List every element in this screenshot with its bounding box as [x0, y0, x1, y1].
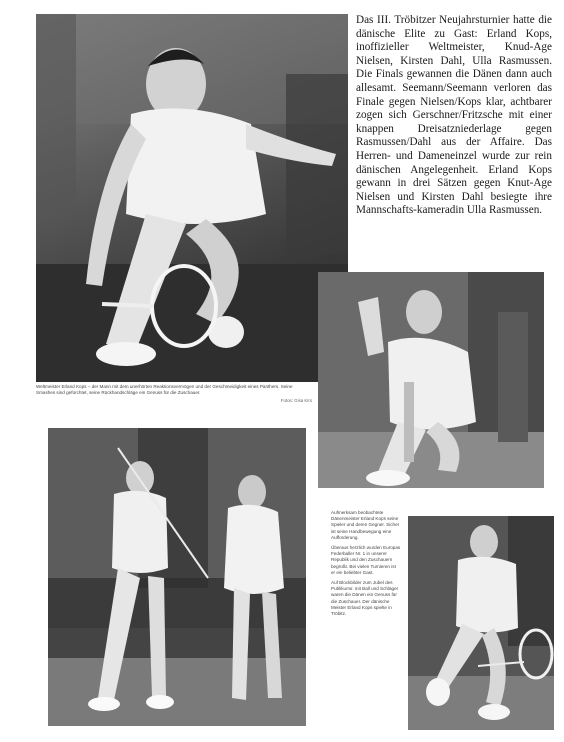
- crouching-player-illustration: [408, 516, 554, 730]
- side-captions: [331, 510, 401, 621]
- article-body: Das III. Tröbitzer Neujahrsturnier hatte die dänische Elite zu Gast: Erland Kops, inoffizieller Weltmeister, Knud-Age Nielsen, Kirsten Dahl, Ulla Rasmussen. Die Finals gewannen die Dänen dann auch allesamt. Seemann/Seemann verloren das Finale gegen Nielsen/Kops klar, achtbarer zogen sich Gerschner/Fritzsche mit einer knappen Dreisatzniederlage gegen Rasmussen/Dahl aus der Affaire. Das Herren- und Dameneinzel wurde zur rein dänischen Angelegenheit. Erland Kops gewann in drei Sätzen gegen Knut-Age Nielsen und Kirsten Dahl besiegte ihre Mannschafts-kameradin Ulla Rasmussen.: [356, 14, 552, 217]
- side-caption-2: Überaus herzlich wurden Europas Federballer Nr. 1 in unserer Republik und den Zuschauern begrüßt. Bei vielen Turnieren ist er ein beliebter Gast.: [331, 545, 401, 575]
- main-photo-erland-kops: [36, 14, 348, 382]
- photo-crouching-player: [408, 516, 554, 730]
- doubles-players-illustration: [48, 428, 306, 726]
- photo-credit: Fotos: Gisa Kirs: [280, 398, 312, 403]
- main-photo-caption: Weltmeister Erland Kops – der Mann mit dem unerhörten Reaktionsvermögen und der Geschmeidigkeit eines Panthers. Seine Smashes sind gefürchtet, seine Rückhandschläge ein Genuss für die Zuschauer.: [36, 384, 293, 395]
- side-caption-3: Auf Blockbilder zum Jubel des Publikums: mit Ball und Schläger waren die Dänen ein Genuss für die Zuschauer. Der dänische Meister Erland Kops spielte in Tröbitz.: [331, 580, 399, 617]
- photo-doubles-players: [48, 428, 306, 726]
- photo-seated-player: [318, 272, 544, 488]
- side-caption-1: Aufmerksam beobachtete Dänenmeister Erland Kops seine Spieler und deren Gegner. Sicher ist seine Handbewegung eine Aufforderung.: [331, 510, 400, 540]
- seated-player-illustration: [318, 272, 544, 488]
- main-photo-illustration: [36, 14, 348, 382]
